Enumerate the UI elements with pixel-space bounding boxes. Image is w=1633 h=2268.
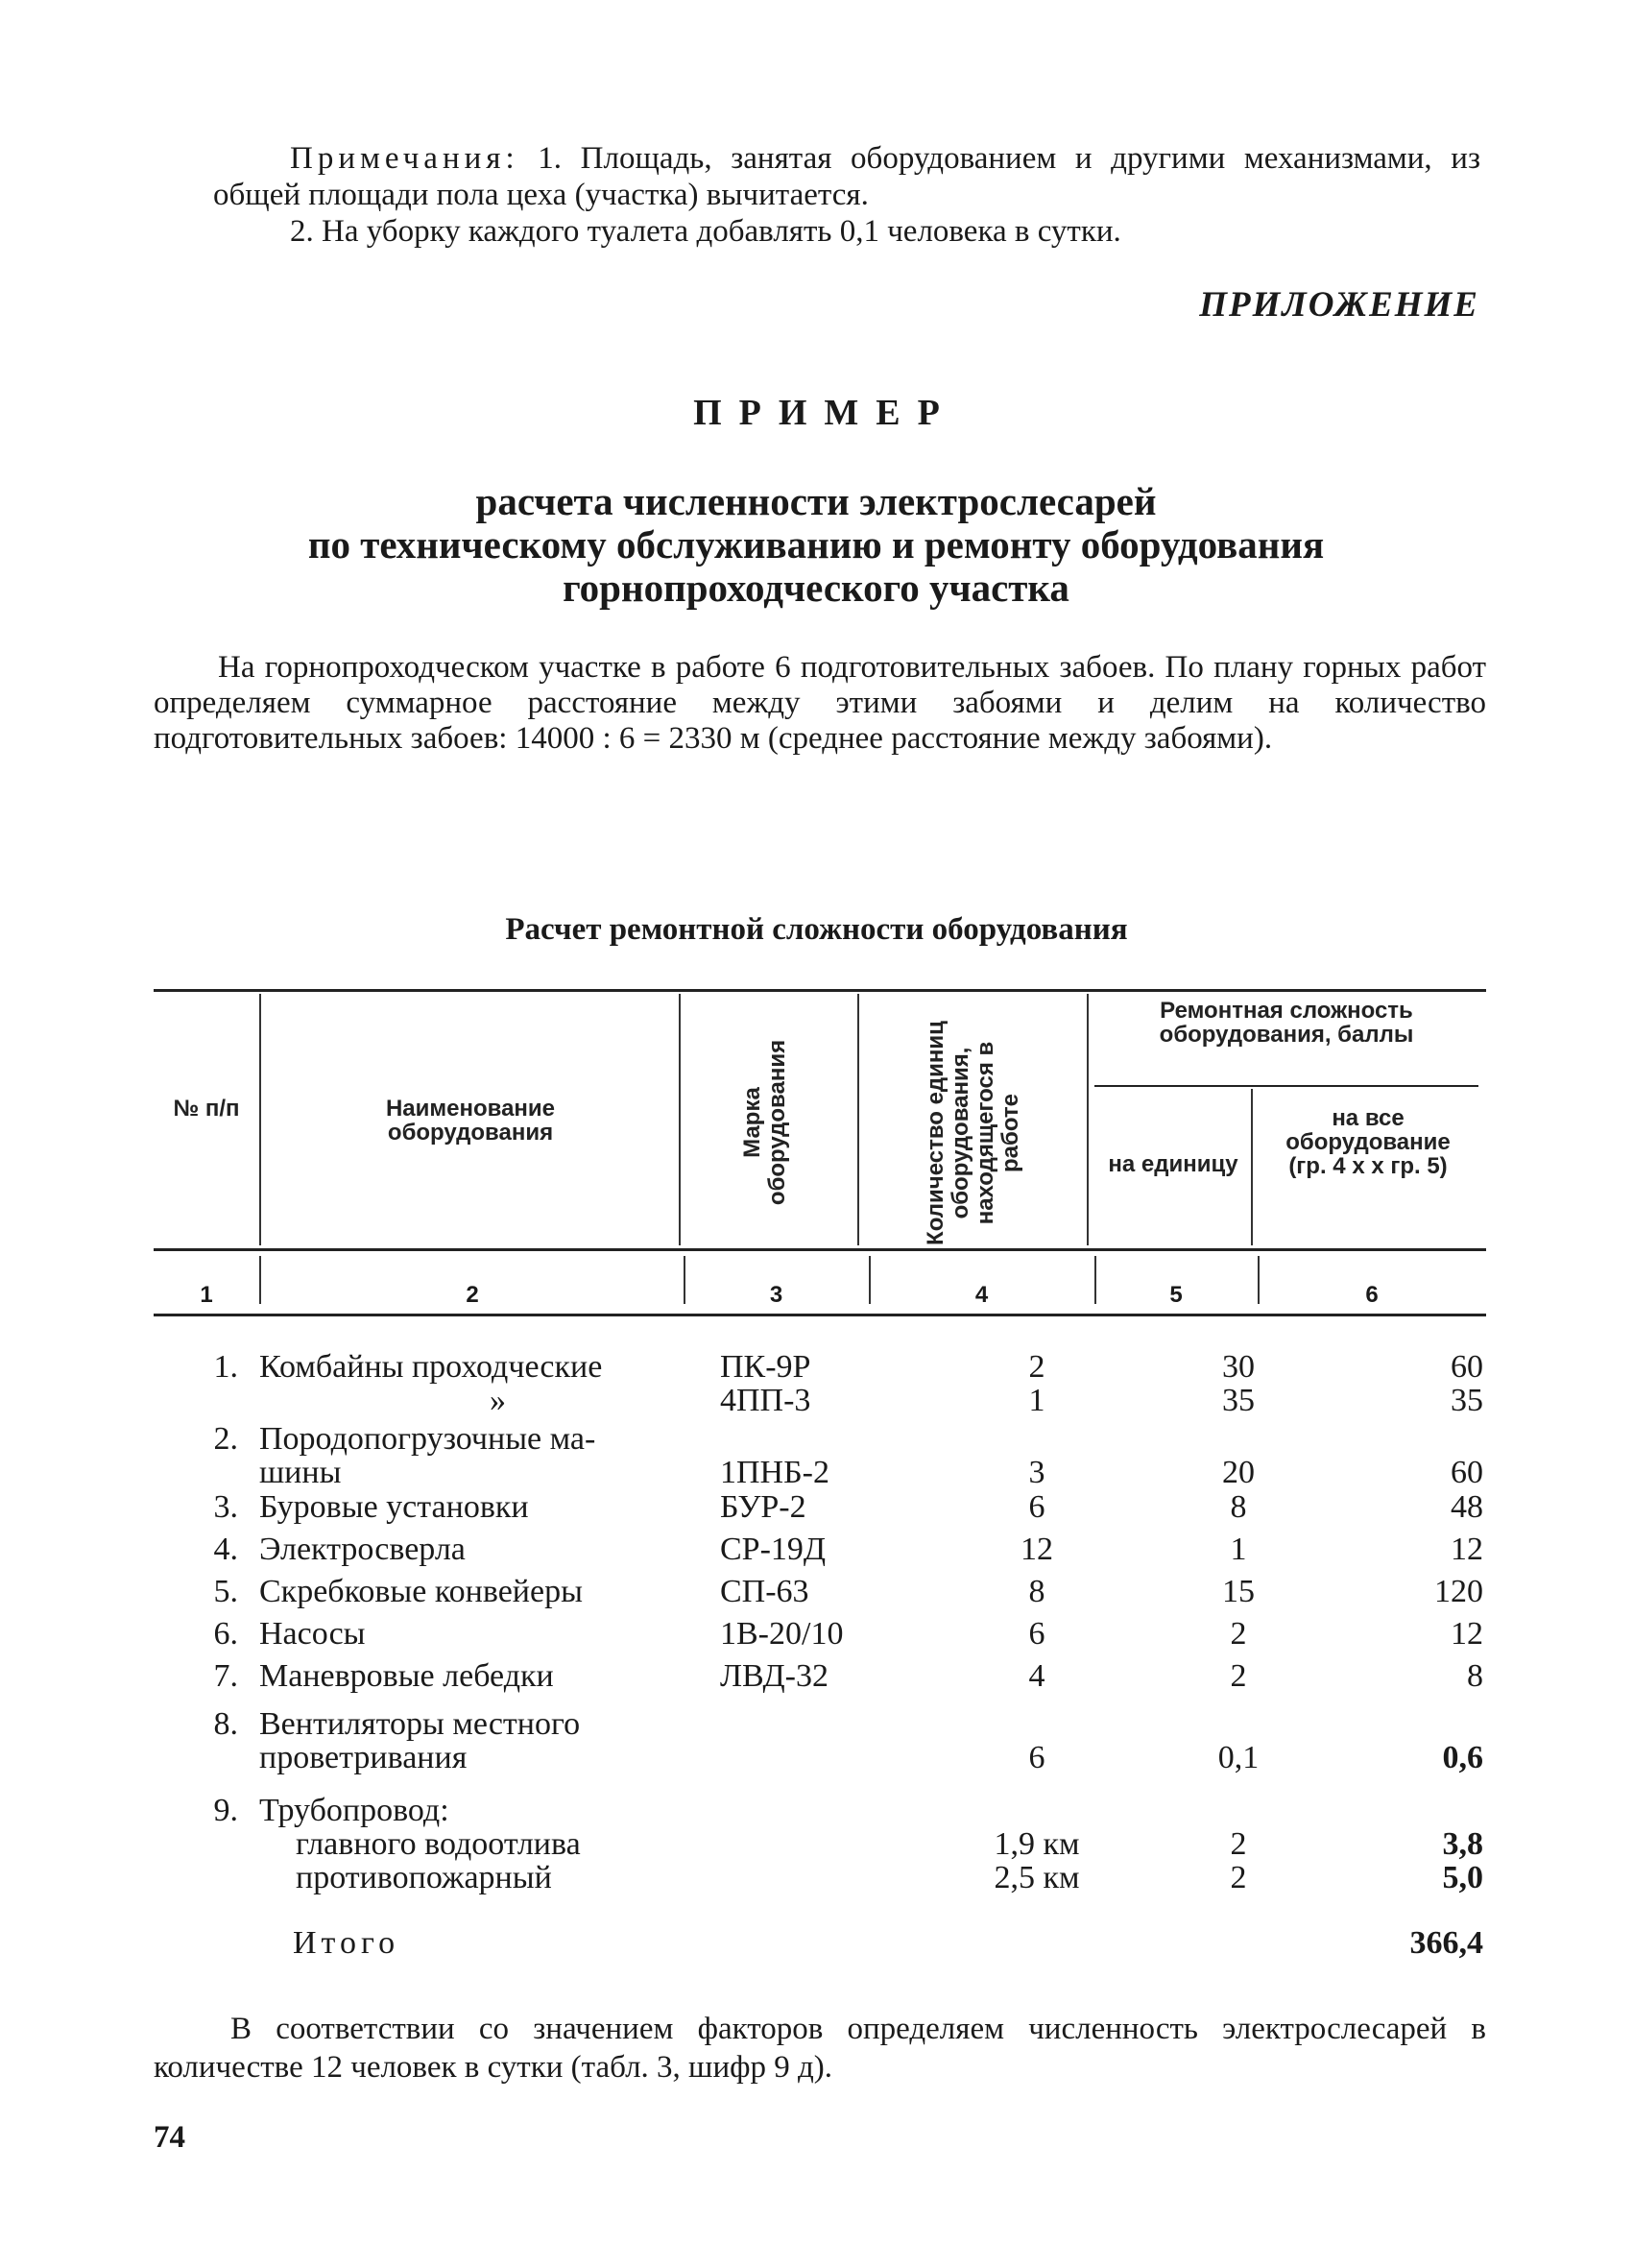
header-per-unit: на единицу bbox=[1108, 1151, 1238, 1177]
subtitle-line-1: расчета численности электрослесарей bbox=[475, 479, 1157, 523]
note-1: 1. Площадь, занятая оборудованием и другими механизмами, из общей площади пола цеха (участка) вычитается. bbox=[213, 141, 1481, 212]
table-header bbox=[154, 989, 1486, 1315]
table-row: 6. Насосы 1В-20/10 6 2 12 bbox=[213, 1616, 1483, 1652]
table-row: шины 1ПНБ-2 3 20 60 bbox=[259, 1455, 1483, 1490]
notes bbox=[213, 140, 1480, 250]
page-number: 74 bbox=[154, 2120, 185, 2155]
col-divider-5 bbox=[1251, 1089, 1253, 1245]
header-bottom-rule bbox=[154, 1314, 1486, 1316]
subtitle-line-2: по техническому обслуживанию и ремонту оборудования bbox=[307, 522, 1325, 567]
header-mid-rule bbox=[154, 1248, 1486, 1251]
table-row: 8. Вентиляторы местного bbox=[213, 1706, 581, 1742]
header-mark: Марка оборудования bbox=[739, 1039, 790, 1206]
header-top-rule bbox=[154, 989, 1486, 992]
header-num: № п/п bbox=[173, 1096, 240, 1122]
col-divider-3 bbox=[857, 994, 859, 1245]
intro-text: На горнопроходческом участке в работе 6 подготовительных забоев. По плану горных работ определяем суммарное расстояние между этими забоями и делим на количество подготовительных забоев: 14000 : 6 = 2330 м (среднее расстояние между забоями). bbox=[154, 650, 1486, 756]
note-2: 2. На уборку каждого туалета добавлять 0,1 человека в сутки. bbox=[290, 214, 1121, 249]
header-complexity: Ремонтная сложность оборудования, баллы bbox=[1159, 998, 1414, 1048]
table-row: 3. Буровые установки БУР-2 6 8 48 bbox=[213, 1489, 1483, 1525]
complexity-split-rule bbox=[1094, 1085, 1478, 1087]
table-row: 7. Маневровые лебедки ЛВД-32 4 2 8 bbox=[213, 1658, 1483, 1694]
table-row: 9. Трубопровод: bbox=[213, 1793, 449, 1828]
intro-paragraph bbox=[154, 650, 1486, 757]
table-row: проветривания 6 0,1 0,6 bbox=[259, 1740, 1483, 1775]
total-value: 366,4 bbox=[1409, 1925, 1483, 1961]
subtitle bbox=[192, 480, 1440, 610]
conclusion-text: В соответствии со значением факторов определяем численность электрослесарей в количестве 12 человек в сутки (табл. 3, шифр 9 д). bbox=[154, 2012, 1486, 2085]
col-number-4: 4 bbox=[974, 1282, 989, 1308]
col-number-1: 1 bbox=[200, 1282, 213, 1308]
table-row: 5. Скребковые конвейеры СП-63 8 15 120 bbox=[213, 1574, 1483, 1609]
col-number-2: 2 bbox=[466, 1282, 479, 1308]
col-divider-1 bbox=[259, 994, 261, 1245]
header-all: на все оборудование (гр. 4 х х гр. 5) bbox=[1285, 1105, 1451, 1179]
col-divider-2 bbox=[679, 994, 681, 1245]
table-row: 4. Электросверла СР-19Д 12 1 12 bbox=[213, 1532, 1483, 1567]
col-number-5: 5 bbox=[1169, 1282, 1183, 1308]
col-number-3: 3 bbox=[769, 1282, 783, 1308]
col-divider-4 bbox=[1087, 994, 1089, 1245]
col-number-6: 6 bbox=[1365, 1282, 1379, 1308]
header-qty: Количество единиц оборудования, находящегося в работе bbox=[923, 1021, 1023, 1245]
appendix-label: ПРИЛОЖЕНИЕ bbox=[1199, 285, 1479, 325]
table-title: Расчет ремонтной сложности оборудования bbox=[505, 912, 1128, 947]
table-row: главного водоотлива 1,9 км 2 3,8 bbox=[296, 1826, 1483, 1862]
table-row: 2. Породопогрузочные ма- bbox=[213, 1421, 596, 1457]
header-name: Наименование оборудования bbox=[385, 1096, 556, 1146]
table-row: противопожарный 2,5 км 2 5,0 bbox=[296, 1860, 1483, 1895]
table-row: 1. Комбайны проходческие ПК-9Р 2 30 60 bbox=[213, 1349, 1483, 1385]
notes-label: Примечания: bbox=[290, 141, 519, 176]
table-total-row bbox=[154, 1925, 1498, 1964]
subtitle-line-3: горнопроходческого участка bbox=[563, 566, 1069, 610]
table-row: » 4ПП-3 1 35 35 bbox=[490, 1383, 1483, 1418]
example-title: ПРИМЕР bbox=[693, 393, 957, 433]
total-label: Итого bbox=[293, 1925, 400, 1961]
conclusion-paragraph bbox=[154, 2010, 1486, 2087]
